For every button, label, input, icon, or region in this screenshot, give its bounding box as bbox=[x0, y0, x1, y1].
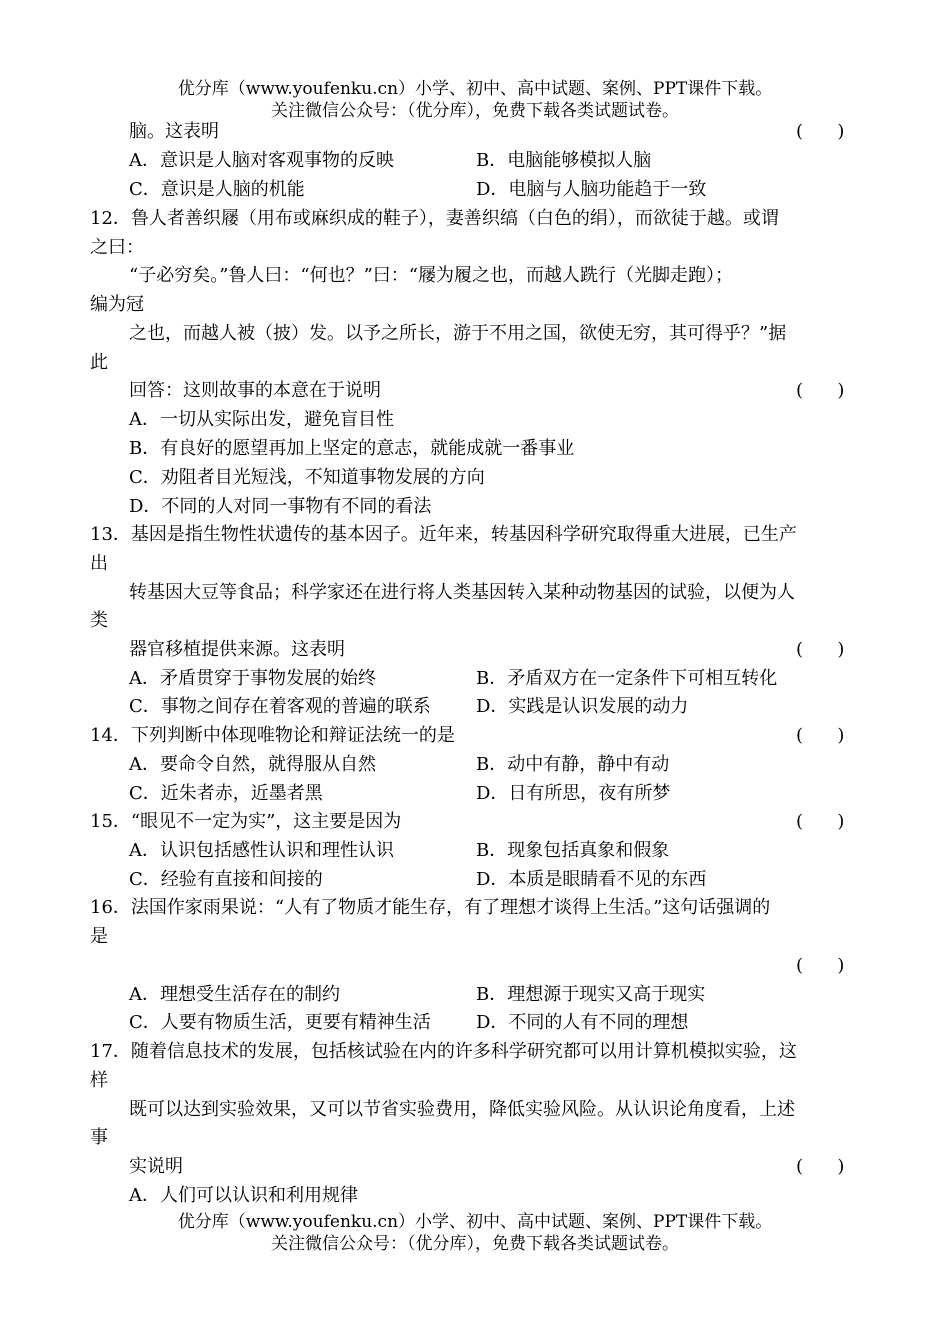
q11-answer-blank: ( ) bbox=[796, 121, 845, 142]
q13-stem-line-2: 出 bbox=[90, 553, 108, 574]
header-line-1: 优分库（www.youfenku.cn）小学、初中、高中试题、案例、PPT课件下载。 bbox=[177, 79, 773, 99]
q16-stem-line-1: 16．法国作家雨果说：“人有了物质才能生存，有了理想才谈得上生活。”这句话强调的 bbox=[90, 897, 771, 918]
q16-option-a: A．理想受生活存在的制约 bbox=[129, 984, 340, 1005]
q15-option-c: C．经验有直接和间接的 bbox=[129, 869, 323, 890]
q14-option-b: B．动中有静，静中有动 bbox=[476, 754, 670, 775]
q12-stem-line-6: 此 bbox=[90, 352, 108, 373]
q12-stem-line-7: 回答：这则故事的本意在于说明 bbox=[129, 380, 381, 401]
q14-option-a: A．要命令自然，就得服从自然 bbox=[129, 754, 376, 775]
q15-option-a: A．认识包括感性认识和理性认识 bbox=[129, 840, 394, 861]
q15-option-d: D．本质是眼睛看不见的东西 bbox=[476, 869, 707, 890]
q11-option-c: C．意识是人脑的机能 bbox=[129, 179, 305, 200]
q12-stem-line-1: 12．鲁人者善织屦（用布或麻织成的鞋子），妻善织缟（白色的绢），而欲徒于越。或谓 bbox=[90, 208, 779, 229]
q17-stem-line-1: 17．随着信息技术的发展，包括核试验在内的许多科学研究都可以用计算机模拟实验，这 bbox=[90, 1041, 797, 1062]
q14-option-c: C．近朱者赤，近墨者黑 bbox=[129, 783, 323, 804]
q14-stem: 14．下列判断中体现唯物论和辩证法统一的是 bbox=[90, 725, 455, 746]
q12-stem-line-2: 之曰： bbox=[90, 237, 144, 258]
q12-answer-blank: ( ) bbox=[796, 380, 845, 401]
q11-tail: 脑。这表明 bbox=[129, 121, 219, 142]
q13-option-a: A．矛盾贯穿于事物发展的始终 bbox=[129, 668, 376, 689]
q13-stem-line-1: 13．基因是指生物性状遗传的基本因子。近年来，转基因科学研究取得重大进展，已生产 bbox=[90, 524, 797, 545]
q15-stem: 15．“眼见不一定为实”，这主要是因为 bbox=[90, 811, 402, 832]
q12-option-c: C．劝阻者目光短浅，不知道事物发展的方向 bbox=[129, 467, 485, 488]
q16-option-d: D．不同的人有不同的理想 bbox=[476, 1012, 689, 1033]
q17-answer-blank: ( ) bbox=[796, 1156, 845, 1177]
q17-stem-line-5: 实说明 bbox=[129, 1156, 183, 1177]
q12-option-b: B．有良好的愿望再加上坚定的意志，就能成就一番事业 bbox=[129, 438, 575, 459]
q15-option-b: B．现象包括真象和假象 bbox=[476, 840, 670, 861]
q13-stem-line-3: 转基因大豆等食品；科学家还在进行将人类基因转入某种动物基因的试验，以便为人 bbox=[129, 582, 795, 603]
q15-answer-blank: ( ) bbox=[796, 811, 845, 832]
q12-stem-line-3: “子必穷矣。”鲁人曰：“何也？”曰：“屦为履之也，而越人跣行（光脚走跑）； bbox=[129, 265, 734, 286]
q12-stem-line-5: 之也，而越人被（披）发。以予之所长，游于不用之国，欲使无穷，其可得乎？”据 bbox=[129, 323, 787, 344]
q17-stem-line-2: 样 bbox=[90, 1070, 108, 1091]
q12-option-d: D．不同的人对同一事物有不同的看法 bbox=[129, 496, 432, 517]
q17-option-a: A．人们可以认识和利用规律 bbox=[129, 1185, 358, 1206]
q16-option-b: B．理想源于现实又高于现实 bbox=[476, 984, 706, 1005]
q11-option-d: D．电脑与人脑功能趋于一致 bbox=[476, 179, 707, 200]
footer-line-1: 优分库（www.youfenku.cn）小学、初中、高中试题、案例、PPT课件下载。 bbox=[177, 1212, 773, 1232]
footer-line-2: 关注微信公众号：（优分库），免费下载各类试题试卷。 bbox=[271, 1234, 679, 1254]
q17-stem-line-4: 事 bbox=[90, 1127, 108, 1148]
q13-option-b: B．矛盾双方在一定条件下可相互转化 bbox=[476, 668, 778, 689]
q16-option-c: C．人要有物质生活，更要有精神生活 bbox=[129, 1012, 431, 1033]
q12-option-a: A．一切从实际出发，避免盲目性 bbox=[129, 409, 394, 430]
q11-option-b: B．电脑能够模拟人脑 bbox=[476, 150, 652, 171]
q13-stem-line-4: 类 bbox=[90, 610, 108, 631]
q13-stem-line-5: 器官移植提供来源。这表明 bbox=[129, 639, 345, 660]
q14-answer-blank: ( ) bbox=[796, 725, 845, 746]
q13-option-c: C．事物之间存在着客观的普遍的联系 bbox=[129, 696, 431, 717]
q13-answer-blank: ( ) bbox=[796, 639, 845, 660]
q12-stem-line-4: 编为冠 bbox=[90, 294, 144, 315]
q11-option-a: A．意识是人脑对客观事物的反映 bbox=[129, 150, 394, 171]
q13-option-d: D．实践是认识发展的动力 bbox=[476, 696, 689, 717]
q14-option-d: D．日有所思，夜有所梦 bbox=[476, 783, 671, 804]
q16-answer-blank: ( ) bbox=[796, 955, 845, 976]
q17-stem-line-3: 既可以达到实验效果，又可以节省实验费用，降低实验风险。从认识论角度看，上述 bbox=[129, 1099, 795, 1120]
q16-stem-line-2: 是 bbox=[90, 926, 108, 947]
header-line-2: 关注微信公众号：（优分库），免费下载各类试题试卷。 bbox=[271, 101, 679, 121]
